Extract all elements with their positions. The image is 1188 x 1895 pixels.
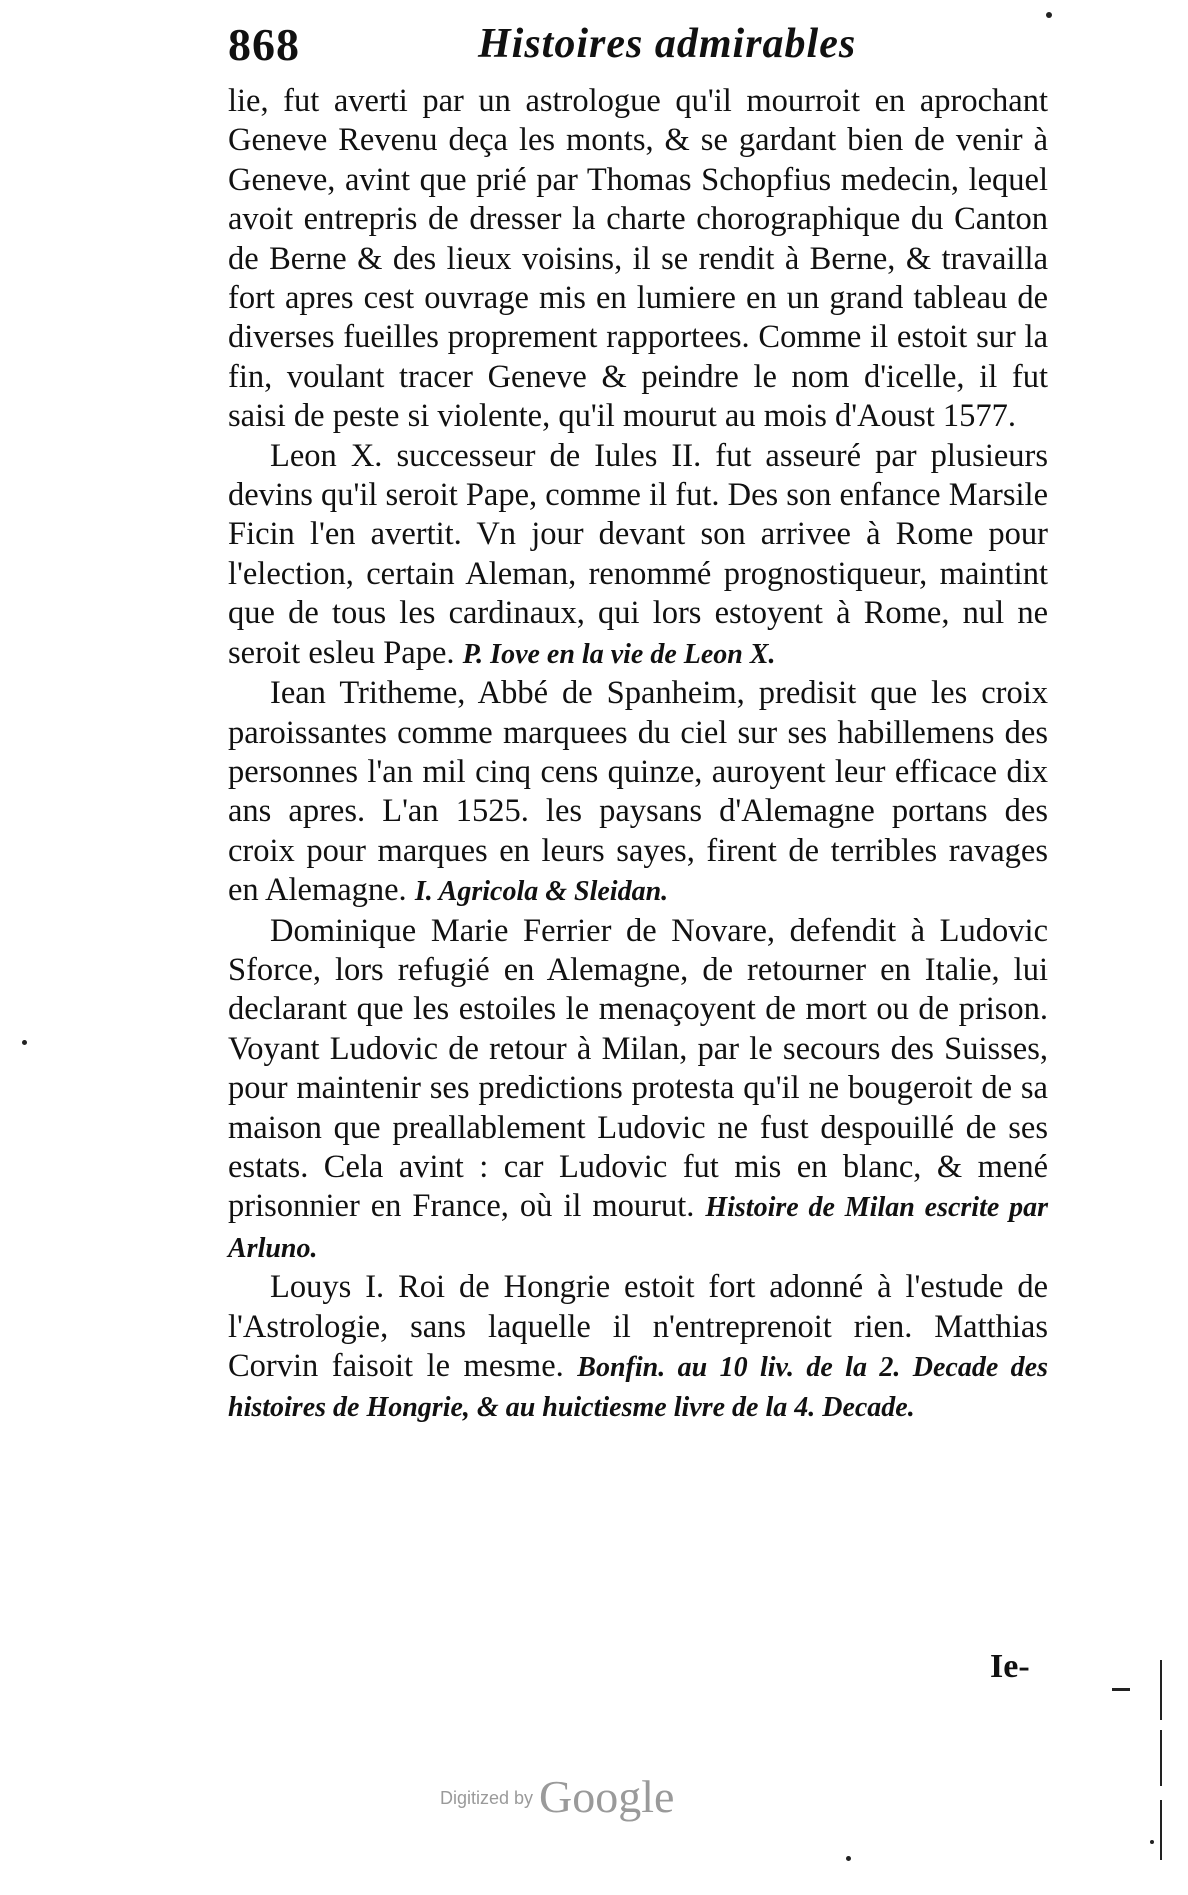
digitized-watermark: [440, 1770, 674, 1823]
paragraph-4: [228, 912, 1048, 1269]
page-header: [228, 18, 1048, 82]
paragraph-5-text: Louys I. Roi de Hongrie estoit fort adonné à l'estude de l'Astrologie, sans laquelle il n'entreprenoit rien. Matthias Corvin faisoit le mesme.: [228, 1269, 1048, 1384]
scan-speck: [1160, 1730, 1162, 1786]
google-logo: Google: [539, 1771, 675, 1822]
paragraph-3: [228, 674, 1048, 911]
paragraph-2: [228, 437, 1048, 674]
paragraph-2-text: Leon X. successeur de Iules II. fut asseuré par plusieurs devins qu'il seroit Pape, comme il fut. Des son enfance Marsile Ficin l'en avertit. Vn jour devant son arrivee à Rome pour l'election, certain Aleman, renommé prognostiqueur, maintint que de tous les cardinaux, qui lors estoyent à Rome, nul ne seroit esleu Pape.: [228, 437, 1048, 671]
running-head: Histoires admirables: [478, 21, 857, 67]
paragraph-3-text: Iean Tritheme, Abbé de Spanheim, predisit que les croix paroissantes comme marquees du ciel sur ses habillemens des personnes l'an mil cinq cens quinze, auroyent leur efficace dix ans apres. L'an 1525. les paysans d'Alemagne portans des croix pour marques en leurs sayes, firent de terribles ravages en Alemagne.: [228, 675, 1048, 909]
page-number: 868: [228, 19, 300, 70]
digitized-by-label: Digitized by: [440, 1788, 534, 1808]
catchword: Ie-: [990, 1648, 1030, 1685]
scan-speck: [1160, 1800, 1162, 1860]
paragraph-4-text: Dominique Marie Ferrier de Novare, defendit à Ludovic Sforce, lors refugié en Alemagne, de retourner en Italie, lui declarant que les estoiles le menaçoyent de mort ou de prison. Voyant Ludovic de retour à Milan, par le secours des Suisses, pour maintenir ses predictions protesta qu'il ne bougeroit de sa maison que preallablement Ludovic ne fust despouillé de ses estats. Cela avint : car Ludovic fut mis en blanc, & mené prisonnier en France, où il mourut.: [228, 912, 1048, 1225]
scan-speck: [1112, 1688, 1130, 1691]
paragraph-5: [228, 1268, 1048, 1428]
paragraph-1-text: lie, fut averti par un astrologue qu'il mourroit en aprochant Geneve Revenu deça les monts, & se gardant bien de venir à Geneve, avint que prié par Thomas Schopfius medecin, lequel avoit entrepris de dresser la charte chorographique du Canton de Berne & des lieux voisins, il se rendit à Berne, & travailla fort apres cest ouvrage mis en lumiere en un grand tableau de diverses fueilles proprement rapportees. Comme il estoit sur la fin, voulant tracer Geneve & peindre le nom d'icelle, il fut saisi de peste si violente, qu'il mourut au mois d'Aoust 1577.: [228, 83, 1048, 435]
scan-speck: [22, 1040, 27, 1045]
paragraph-4-citation: Histoire de Milan escrite par Arluno.: [228, 1192, 1049, 1264]
paragraph-2-citation: P. Iove en la vie de Leon X.: [462, 638, 776, 670]
scan-speck: [846, 1856, 851, 1861]
scan-speck: [1046, 12, 1052, 18]
scan-speck: [1160, 1660, 1162, 1720]
scan-speck: [1150, 1840, 1154, 1844]
paragraph-1: [228, 82, 1048, 437]
body-text: [228, 82, 1048, 1428]
paragraph-5-citation: Bonfin. au 10 liv. de la 2. Decade des histoires de Hongrie, & au huictiesme livre de la 4. Decade.: [228, 1352, 1048, 1424]
paragraph-3-citation: I. Agricola & Sleidan.: [414, 876, 669, 908]
